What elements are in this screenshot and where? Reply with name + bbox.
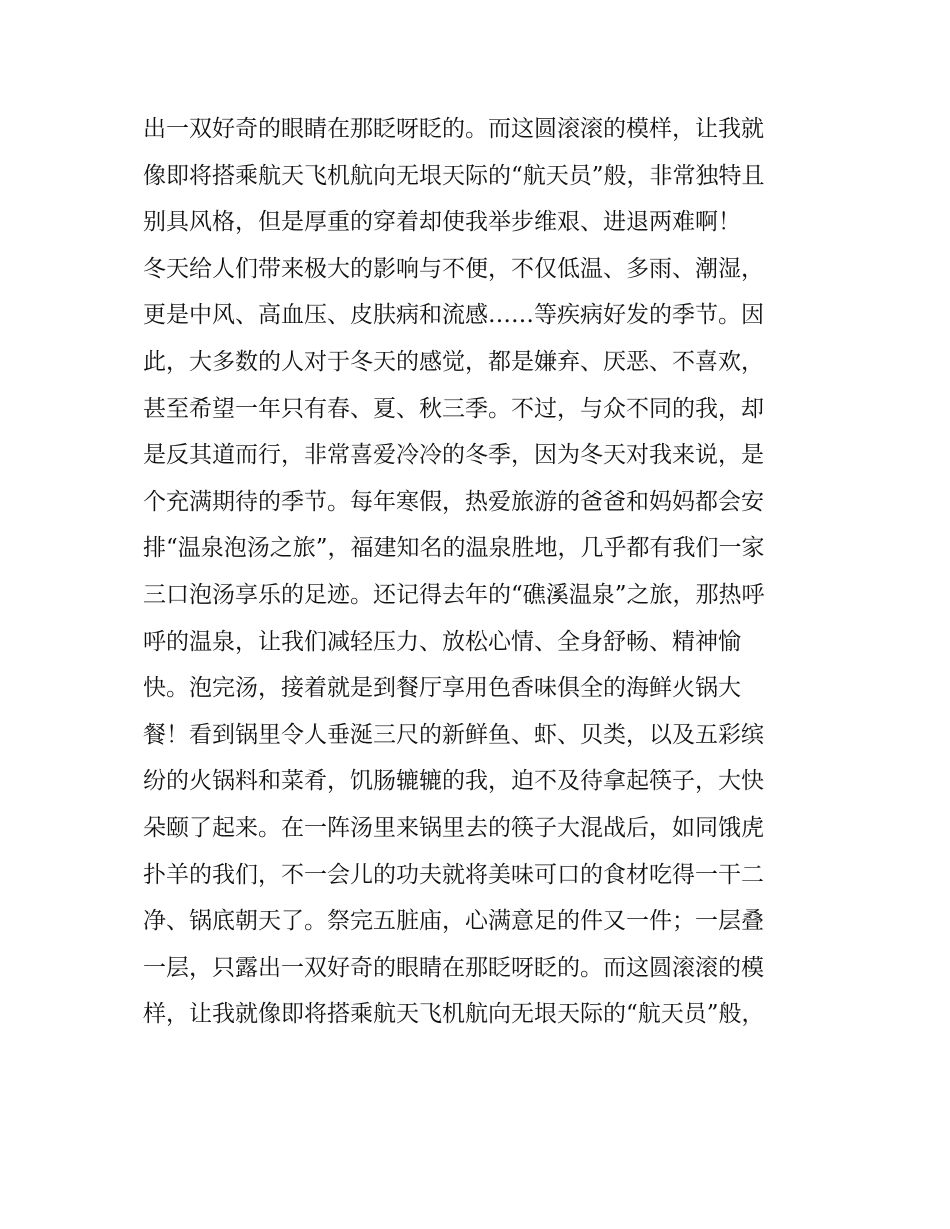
text-line: 是反其道而行，非常喜爱冷冷的冬季，因为冬天对我来说，是: [143, 442, 764, 469]
text-line: 餐！看到锅里令人垂涎三尺的新鲜鱼、虾、贝类，以及五彩缤: [143, 721, 764, 748]
text-line: 扑羊的我们，不一会儿的功夫就将美味可口的食材吃得一干二: [143, 861, 764, 888]
text-line: 排“温泉泡汤之旅”，福建知名的温泉胜地，几乎都有我们一家: [143, 535, 765, 562]
text-line: 净、锅底朝天了。祭完五脏庙，心满意足的件又一件；一层叠: [143, 908, 764, 935]
text-line: 此，大多数的人对于冬天的感觉，都是嫌弃、厌恶、不喜欢，: [143, 348, 764, 375]
text-line: 甚至希望一年只有春、夏、秋三季。不过，与众不同的我，却: [143, 395, 764, 422]
text-line: 个充满期待的季节。每年寒假，热爱旅游的爸爸和妈妈都会安: [143, 488, 764, 515]
text-line: 样，让我就像即将搭乘航天飞机航向无垠天际的“航天员”般，: [143, 1001, 765, 1028]
text-line: 三口泡汤享乐的足迹。还记得去年的“礁溪温泉”之旅，那热呼: [143, 581, 765, 608]
text-line: 朵颐了起来。在一阵汤里来锅里去的筷子大混战后，如同饿虎: [143, 814, 764, 841]
text-line: 呼的温泉，让我们减轻压力、放松心情、全身舒畅、精神愉: [143, 628, 741, 655]
text-line: 像即将搭乘航天飞机航向无垠天际的“航天员”般，非常独特且: [143, 162, 765, 189]
text-line: 一层，只露出一双好奇的眼睛在那眨呀眨的。而这圆滚滚的模: [143, 954, 764, 981]
text-line: 冬天给人们带来极大的影响与不便，不仅低温、多雨、潮湿，: [143, 255, 764, 282]
text-line: 别具风格，但是厚重的穿着却使我举步维艰、进退两难啊！: [143, 209, 741, 236]
body-text: [143, 106, 823, 1038]
text-line: 纷的火锅料和菜肴，饥肠辘辘的我，迫不及待拿起筷子，大快: [143, 768, 764, 795]
text-line: 快。泡完汤，接着就是到餐厅享用色香味俱全的海鲜火锅大: [143, 675, 741, 702]
text-line: 出一双好奇的眼睛在那眨呀眨的。而这圆滚滚的模样，让我就: [143, 116, 764, 142]
text-line: 更是中风、高血压、皮肤病和流感……等疾病好发的季节。因: [143, 302, 764, 329]
